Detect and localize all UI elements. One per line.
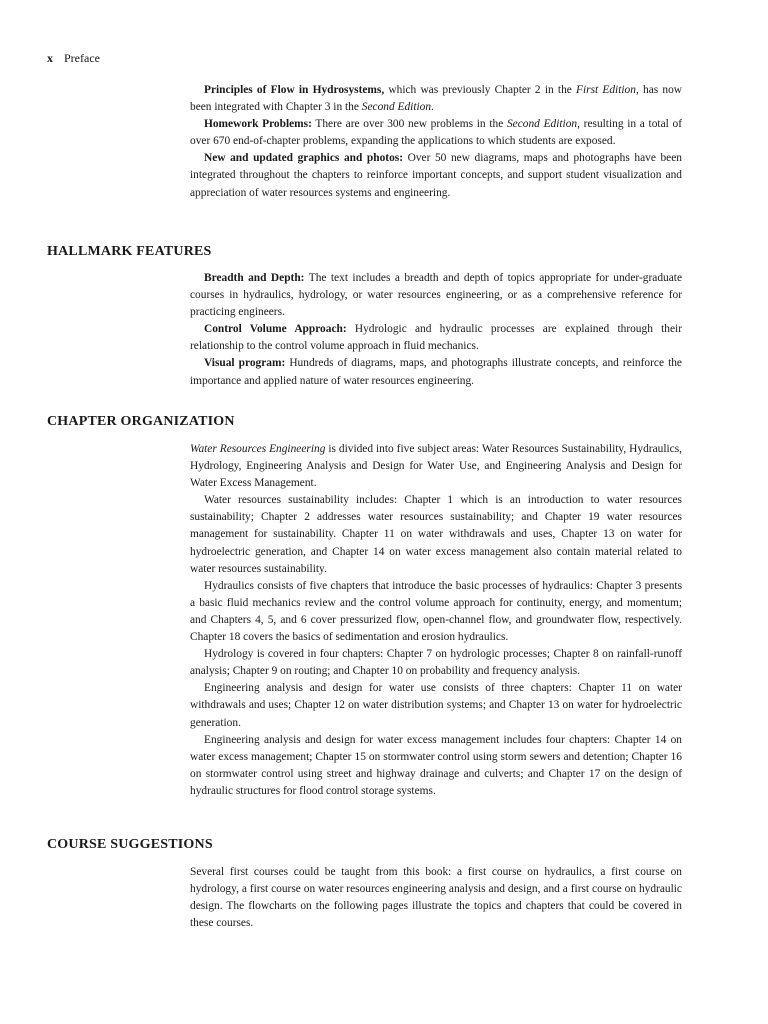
body-paragraph: Water resources sustainability includes: Chapter 1 which is an introduction to water resources sustainability; Chapter 2 addresses water resources sustainability; and Chapter 19 water resources management for sustainability. Chapter 11 on water withdrawals and uses, Chapter 13 on water for hydroelectric generation, and Chapter 14 on water excess management also contain material related to water resources sustainability. <box>190 494 682 575</box>
body-paragraph: Engineering analysis and design for water excess management includes four chapters: Chapter 14 on water excess management; Chapter 15 on stormwater control using storm sewers and detention; Chapter 16 on stormwater control using street and highway drainage and culverts; and Chapter 17 on the design of hydraulic structures for flood control storage systems. <box>190 733 682 797</box>
body-paragraph: Hydrology is covered in four chapters: Chapter 7 on hydrologic processes; Chapter 8 on rainfall-runoff analysis; Chapter 9 on routing; and Chapter 10 on probability and frequency analysis. <box>190 648 682 678</box>
term-label: Principles of Flow in Hydrosystems, <box>204 84 385 96</box>
body-paragraph: Water Resources Engineering is divided into five subject areas: Water Resources Sustainability, Hydraulics, Hydrology, Engineering Analysis and Design for Water Use, and Engineering Analysis and Design for Water Excess Management. <box>190 443 682 490</box>
term-label: Visual program: <box>204 357 286 370</box>
body-paragraph: Hydraulics consists of five chapters that introduce the basic processes of hydraulics: Chapter 3 presents a basic fluid mechanics review and the control volume approach for continuity, energy, and momentum; and Chapters 4, 5, and 6 cover pressurized flow, open-channel flow, and groundwater flow, respectively. Chapter 18 covers the basics of sedimentation and erosion hydraulics. <box>190 579 682 644</box>
body-paragraph: Engineering analysis and design for water use consists of three chapters: Chapter 11 on water withdrawals and uses; Chapter 12 on water distribution systems; and Chapter 13 on water for hydroelectric generation. <box>190 682 682 729</box>
feature-paragraph: Control Volume Approach: Hydrologic and hydraulic processes are explained through their relationship to the control volume approach in fluid mechanics. <box>190 323 683 353</box>
section-heading-course-suggestions: COURSE SUGGESTIONS <box>47 837 213 852</box>
feature-paragraph: Breadth and Depth: The text includes a breadth and depth of topics appropriate for under-graduate courses in hydraulics, hydrology, or water resources engineering, or as a comprehensive reference for practicing engineers. <box>190 272 683 319</box>
running-head-title: Preface <box>64 51 100 65</box>
section-heading-hallmark: HALLMARK FEATURES <box>47 244 212 259</box>
term-label: Homework Problems: <box>204 118 312 131</box>
intro-paragraph: Homework Problems: There are over 300 new problems in the Second Edition, resulting in a total of over 670 end-of-chapter problems, expanding the applications to which students are exposed. <box>190 118 682 148</box>
feature-paragraph: Visual program: Hundreds of diagrams, maps, and photographs illustrate concepts, and reinforce the importance and applied nature of water resources engineering. <box>190 357 682 387</box>
body-paragraph: Several first courses could be taught from this book: a first course on hydraulics, a first course on hydrology, a first course on water resources engineering analysis and design, and a first course on hydraulic design. The flowcharts on the following pages illustrate the topics and chapters that could be covered in these courses. <box>190 866 682 930</box>
term-label: Breadth and Depth: <box>204 272 305 284</box>
chapter-organization-block <box>190 441 682 800</box>
term-label: Control Volume Approach: <box>204 323 347 336</box>
intro-paragraph: New and updated graphics and photos: Over 50 new diagrams, maps and photographs have been integrated throughout the chapters to reinforce important concepts, and support student visualization and appreciation of water resources systems and engineering. <box>190 152 682 199</box>
running-head <box>47 50 100 66</box>
page-number: x <box>47 51 53 65</box>
section-heading-chapter-organization: CHAPTER ORGANIZATION <box>47 414 235 429</box>
course-suggestions-block <box>190 864 682 932</box>
intro-block <box>190 82 682 202</box>
intro-paragraph: Principles of Flow in Hydrosystems, which was previously Chapter 2 in the First Edition, has now been integrated with Chapter 3 in the Second Edition. <box>190 84 682 114</box>
term-label: New and updated graphics and photos: <box>204 152 403 165</box>
hallmark-block <box>190 270 682 390</box>
book-title: Water Resources Engineering <box>190 443 326 455</box>
